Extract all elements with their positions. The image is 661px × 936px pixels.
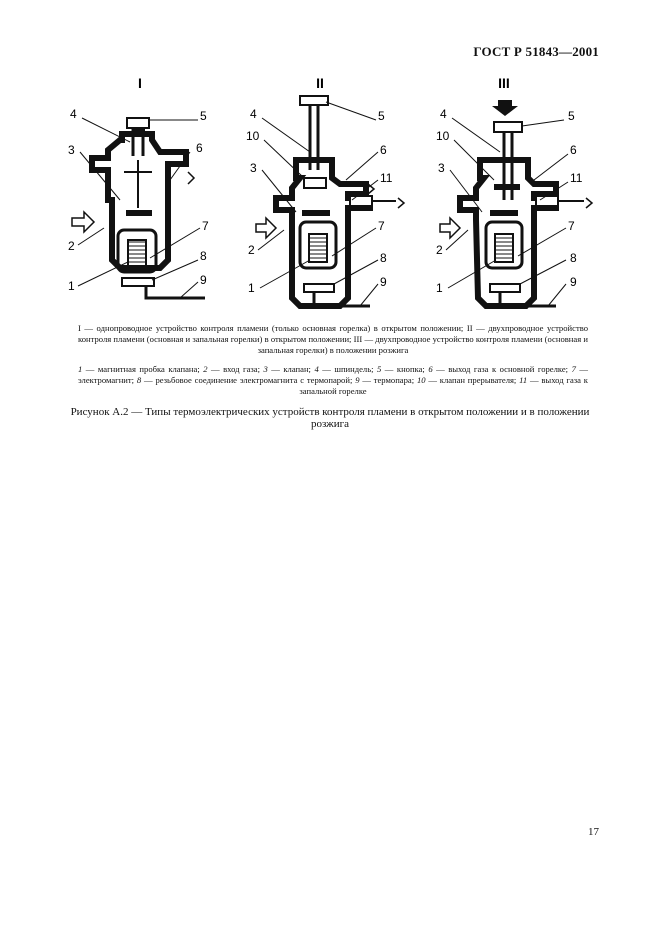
document-header: ГОСТ Р 51843—2001 — [473, 44, 599, 59]
panel-3-roman: III — [498, 75, 510, 91]
p3-label-3: 3 — [438, 161, 445, 175]
p3-label-6: 6 — [570, 143, 577, 157]
p3-label-2: 2 — [436, 243, 443, 257]
p1-label-8: 8 — [200, 249, 207, 263]
p1-label-1: 1 — [68, 279, 75, 293]
p2-label-8: 8 — [380, 251, 387, 265]
legend-item: 8 — резьбовое соединение электромагнита с термопарой; — [136, 375, 356, 385]
p2-label-5: 5 — [378, 109, 385, 123]
p3-label-10: 10 — [436, 129, 450, 143]
panel-2-roman: II — [316, 75, 324, 91]
p1-label-7: 7 — [202, 219, 209, 233]
legend-item: 3 — клапан; — [263, 364, 315, 374]
p3-label-4: 4 — [440, 107, 447, 121]
p2-label-1: 1 — [248, 281, 255, 295]
p3-label-11: 11 — [570, 171, 583, 185]
legend-item: 4 — шпиндель; — [314, 364, 378, 374]
figure-title: Рисунок А.2 — Типы термоэлектрических устройств контроля пламени в открытом положении и в положении розжига — [70, 406, 590, 430]
legend-item: 10 — клапан прерывателя; — [416, 375, 520, 385]
legend-item: 5 — кнопка; — [377, 364, 429, 374]
p1-label-6: 6 — [196, 141, 203, 155]
p2-label-10: 10 — [246, 129, 260, 143]
panel-3-diagram — [436, 75, 592, 306]
legend-item: 11 — выход газа к запальной горелке — [299, 375, 588, 396]
legend-item: 1 — магнитная пробка клапана; — [78, 364, 204, 374]
p1-label-3: 3 — [68, 143, 75, 157]
panel-2-diagram — [246, 75, 404, 306]
panel-1-diagram — [68, 75, 209, 298]
p2-label-6: 6 — [380, 143, 387, 157]
panel-1-roman: I — [138, 75, 142, 91]
legend-item: 7 — электромагнит; — [78, 364, 588, 385]
valve-diagrams-figure — [0, 60, 661, 330]
p3-label-1: 1 — [436, 281, 443, 295]
p2-label-7: 7 — [378, 219, 385, 233]
p2-label-11: 11 — [380, 171, 393, 185]
p1-label-9: 9 — [200, 273, 207, 287]
legend-item: 2 — вход газа; — [203, 364, 264, 374]
page-number: 17 — [588, 826, 599, 838]
p2-label-9: 9 — [380, 275, 387, 289]
legend-item: 9 — термопара; — [355, 375, 417, 385]
variants-caption: I — однопроводное устройство контроля пламени (только основная горелка) в открытом положении; II — двухпроводное устройство контроля пламени (основная и запальная горелки) в открытом положении; III — двухпроводное устройство контроля пламени (основная и запальная горелки) в положении розжига — [78, 323, 588, 355]
p3-label-5: 5 — [568, 109, 575, 123]
legend-item: 6 — выход газа к основной горелке; — [428, 364, 572, 374]
p1-label-5: 5 — [200, 109, 207, 123]
p3-label-9: 9 — [570, 275, 577, 289]
push-arrow-icon — [492, 100, 518, 116]
p1-label-4: 4 — [70, 107, 77, 121]
p2-label-4: 4 — [250, 107, 257, 121]
p3-label-8: 8 — [570, 251, 577, 265]
p3-label-7: 7 — [568, 219, 575, 233]
p2-label-2: 2 — [248, 243, 255, 257]
legend-caption — [78, 364, 588, 397]
p1-label-2: 2 — [68, 239, 75, 253]
p2-label-3: 3 — [250, 161, 257, 175]
